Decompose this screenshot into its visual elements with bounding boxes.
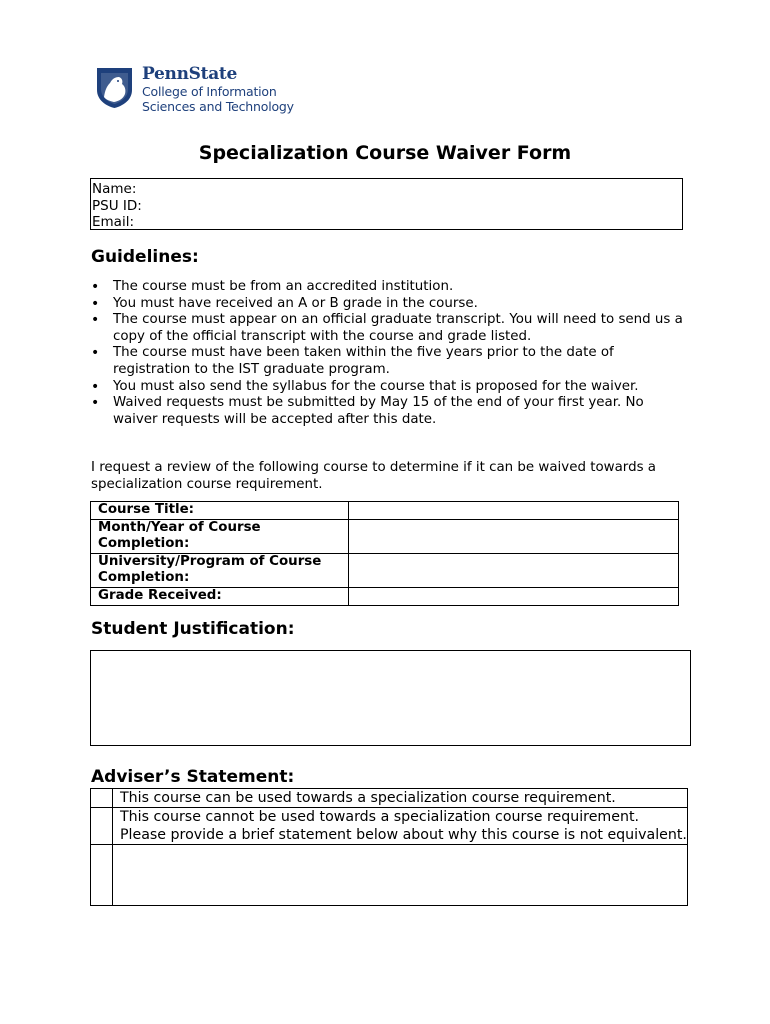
university-program-label: University/Program of Course Completion: (91, 553, 349, 587)
adviser-statement-field[interactable] (113, 845, 688, 906)
guideline-item: • The course must have been taken within the five years prior to the date of registration to the IST graduate program. (91, 345, 691, 378)
justification-field[interactable] (90, 650, 691, 746)
university-program-field[interactable] (348, 553, 678, 587)
deny-option-label: This course cannot be used towards a specialization course requirement. Please provide a brief statement below about why this course is not equivalent. (113, 808, 688, 845)
table-row (91, 502, 679, 520)
deny-checkbox[interactable] (91, 808, 113, 845)
justification-heading: Student Justification: (91, 619, 295, 639)
completion-date-label: Month/Year of Course Completion: (91, 519, 349, 553)
table-row (91, 553, 679, 587)
approve-option-label: This course can be used towards a specialization course requirement. (113, 789, 688, 808)
guideline-item: • Waived requests must be submitted by May 15 of the end of your first year. No waiver requests will be accepted after this date. (91, 395, 691, 428)
course-info-table (90, 501, 679, 606)
adviser-statement-table (90, 788, 688, 906)
brand-name: PennState (142, 64, 237, 84)
college-name-line-1: College of Information (142, 84, 277, 99)
grade-received-field[interactable] (348, 587, 678, 605)
guidelines-heading: Guidelines: (91, 247, 199, 267)
table-row (91, 587, 679, 605)
name-label: Name: (92, 181, 137, 197)
guidelines-list (91, 279, 691, 428)
adviser-heading: Adviser’s Statement: (91, 767, 295, 787)
table-row (91, 519, 679, 553)
penn-state-shield-logo (95, 66, 134, 109)
request-statement: I request a review of the following course to determine if it can be waived towards a specialization course requirement. (91, 460, 657, 492)
table-row (91, 789, 688, 808)
guideline-item: • The course must appear on an official graduate transcript. You will need to send us a copy of the official transcript with the course and grade listed. (91, 312, 691, 345)
completion-date-field[interactable] (348, 519, 678, 553)
approve-checkbox[interactable] (91, 789, 113, 808)
college-name-line-2: Sciences and Technology (142, 99, 294, 114)
form-title: Specialization Course Waiver Form (198, 142, 572, 164)
email-label: Email: (92, 214, 135, 230)
statement-spacer (91, 845, 113, 906)
course-title-field[interactable] (348, 502, 678, 520)
guideline-item: • You must have received an A or B grade in the course. (91, 296, 691, 313)
guideline-item: • You must also send the syllabus for the course that is proposed for the waiver. (91, 379, 691, 396)
course-title-label: Course Title: (91, 502, 349, 520)
student-info-box[interactable] (90, 178, 683, 230)
college-logo-text (142, 64, 294, 114)
guideline-item: • The course must be from an accredited institution. (91, 279, 691, 296)
table-row (91, 845, 688, 906)
grade-received-label: Grade Received: (91, 587, 349, 605)
psu-id-label: PSU ID: (92, 197, 142, 214)
table-row (91, 808, 688, 845)
